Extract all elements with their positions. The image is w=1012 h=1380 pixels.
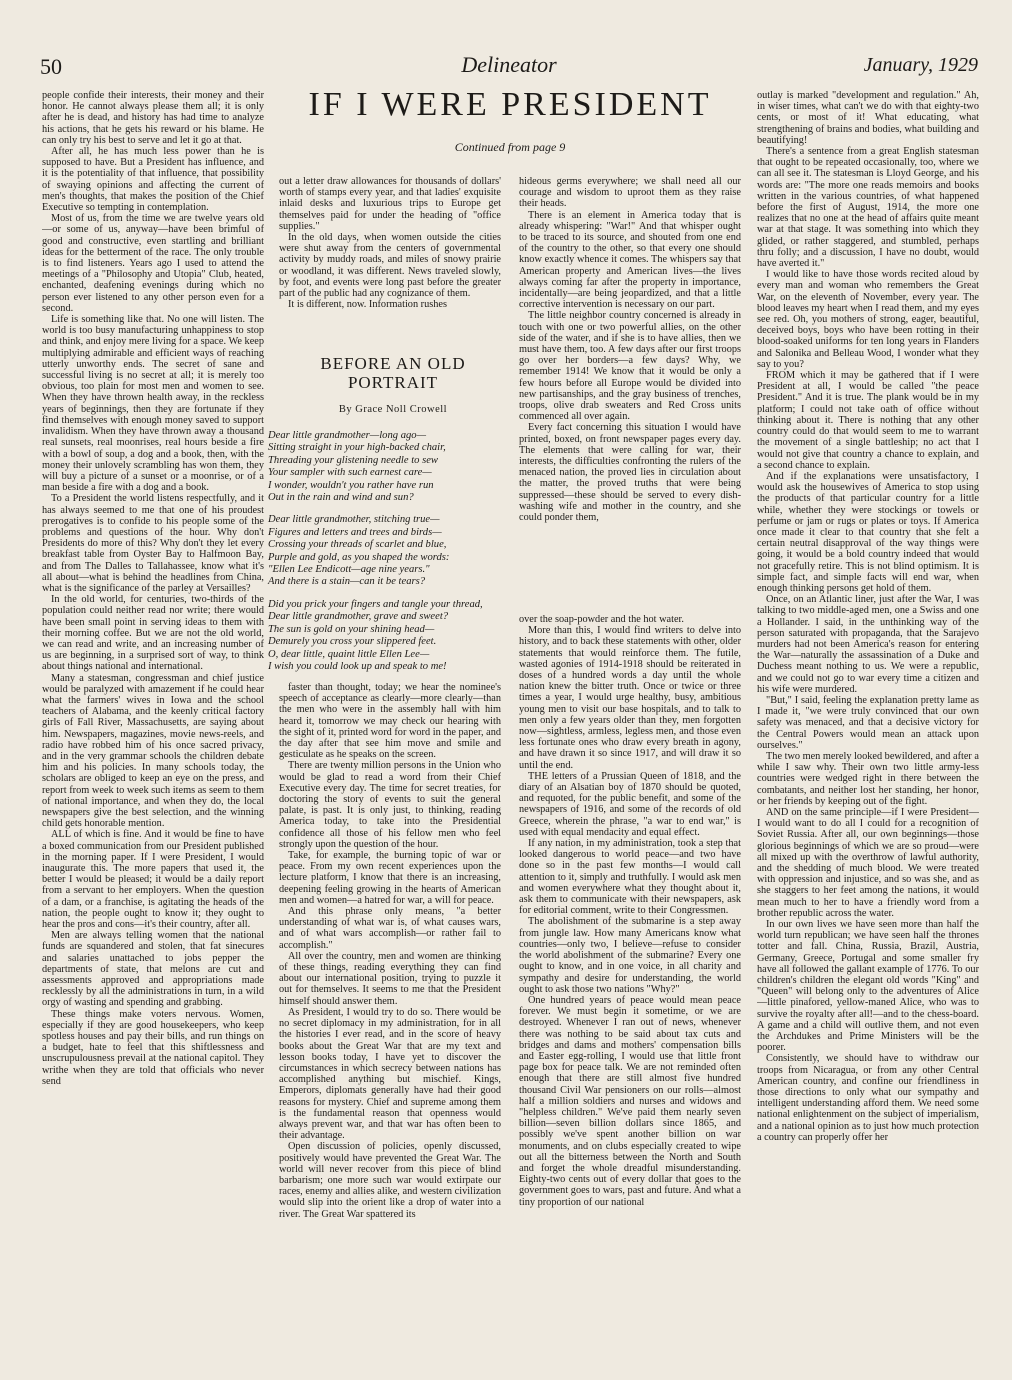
paragraph: FROM which it may be gathered that if I were President at all, I would be called "the peace President." And it is true. The plank would be in my platform; I could not take oath of office without thinking about it. There is nothing that any other country could do that would seem to me to warrant the movement of a single battleship; no act that I would not give that country a chance to explain, and a second chance to explain. (757, 370, 979, 471)
poem-line: Crossing your threads of scarlet and blue, (268, 539, 447, 551)
poem-line: And there is a stain—can it be tears? (268, 576, 426, 588)
poem-stanza (268, 599, 538, 673)
paragraph: over the soap-powder and the hot water. (519, 614, 684, 625)
paragraph: I would like to have those words recited aloud by every man and woman who remembers the Great War, on the eleventh of November, every year. The blood leaves my heart when I read them, and my eyes see red. Oh, you mothers of strong, eager, beautiful, deceived boys, boys who have been rotting in their blood-soaked uniforms for ten long years in Flanders and Salonika and Belleau Wood, I wonder what they say to you? (757, 269, 979, 370)
paragraph: As President, I would try to do so. There would be no secret diplomacy in my administration, for in all the histories I ever read, and in the score of heavy books about the Great War that are my text and lesson books today, I have yet to discover the circumstances in which secrecy between nations has accomplished anything but mischief. Kings, Emperors, diplomats generally have had their good reasons for mystery. Chief and supreme among them is the fundamental reason that openness would always prevent war, and that war has often been to their advantage. (279, 1006, 501, 1142)
column-3-bottom (519, 614, 741, 1332)
page-number: 50 (40, 54, 62, 79)
poem-stanza (268, 430, 538, 504)
poem-line: Your sampler with such earnest care— (268, 467, 432, 479)
magazine-name: Delineator (461, 52, 557, 77)
paragraph: After all, he has much less power than he is supposed to have. But a President has influence, and it is the potentiality of that influence, that possibility of swaying opinions and affecting the current of men's thoughts, that makes the position of the Chief Executive so tempting in contemplation. (42, 146, 264, 214)
paragraph: It is different, now. Information rushes (288, 299, 447, 311)
poem-title: BEFORE AN OLD PORTRAIT (320, 354, 466, 392)
poem-byline: By Grace Noll Crowell (338, 404, 448, 415)
paragraph: There's a sentence from a great English statesman that ought to be repeated occasionally, too, where we can all see it. The statesman is Lloyd George, and his words are: "The more one reads memoirs and books written in the various countries, of what happened before the first of August, 1914, the more one realizes that no one at the head of affairs quite meant war at that stage. It was something into which they glided, or rather staggered, and stumbled, perhaps thru folly; and a discussion, I have no doubt, would have averted it." (757, 146, 979, 270)
column-3-top (519, 176, 741, 580)
paragraph: AND on the same principle—if I were President—I would want to do all I could for a recognition of Soviet Russia. After all, our own beginnings—those glorious beginnings of which we are so proud—were all mixed up with the overthrow of lawful authority, and the shedding of much blood. We were treated with oppression and injustice, and so was she, and as she staggers to her feet among the nations, it would mean much to her to have a friendly word from a brother republic across the water. (757, 807, 979, 919)
poem-line: O, dear little, quaint little Ellen Lee— (268, 648, 430, 660)
poem-line: "Ellen Lee Endicott—age nine years." (268, 564, 430, 576)
running-header (40, 52, 978, 84)
paragraph: The two men merely looked bewildered, and after a while I saw why. Their own two little army-less countries were wedged right in there between the combatants, and neither lost her standing, her honor, or her friends by keeping out of the fight. (757, 750, 979, 807)
paragraph: More than this, I would find writers to delve into history, and to back these statements with other, older statements that would reinforce them. The futile, wasted agonies of 1914-1918 should be reiterated in doses of a hundred words a day until the whole nation knew the bitter truth. Once or twice or three times a year, I would urge healthy, busy, ambitious young men to visit our base hospitals, and to talk to men only a few years older than they, men forgotten now—sightless, armless, legless men, and those even less fortunate ones who draw every breath in agony, and have drawn it so since 1917, and will draw it so until the end. (519, 625, 741, 771)
paragraph: Men are always telling women that the national funds are squandered and stolen, that fat sinecures and salaries unattached to jobs pepper the departments of state, that melons are cut and assessments approved and appropriations made recklessly by all the administrations in turn, in a wild orgy of wasting and spending and grabbing. (42, 930, 264, 1009)
poem-line: Dear little grandmother, grave and sweet? (268, 611, 449, 623)
paragraph: If any nation, in my administration, took a step that looked dangerous to world peace—and two have done so in the past few months—I would call attention to it, simply and truthfully. I would ask men and women everywhere what they thought about it, ask them to communicate with their newspapers, ask for editorial comment, write to their Congressmen. (519, 838, 741, 917)
paragraph: In the old world, for centuries, two-thirds of the population could neither read nor write; there would have been small point in serving ideas to them with their morning coffee. But we are not the old world, we can read and write, and an increasing number of us are beginning, in a surprised sort of way, to think about things national and international. (42, 594, 264, 673)
paragraph: And if the explanations were unsatisfactory, I would ask the housewives of America to stop using the products of that particular country for a little while, whether they were stockings or towels or perfume or jam or rugs or plates or toys. If America once made it clear to that country that she felt a certain neutral disapproval of the way things were going, it would be a bold country indeed that would not gracefully retire. This is not blind optimism. It is simple fact, and simple facts will end war, when enough thinking persons get hold of them. (757, 470, 979, 594)
poem-line: Dear little grandmother—long ago— (268, 430, 427, 441)
poem-stanza (268, 514, 538, 588)
paragraph: Many a statesman, congressman and chief justice would be paralyzed with amazement if he could hear what the farmers' wives in Iowa and the school teachers of Alabama, and the keenly critical factory girls of Fall River, Massachusetts, are saying about him. Newspapers, magazines, movie news-reels, and radio have robbed him of his once sacred privacy, and in the very grammar schools the children debate him and his policies. In many schools today, the scholars are obliged to keep an eye on the press, and report from week to week such items as seem to them of national importance, and when they do, the local newspapers give the best selection, and the winning child gets honorable mention. (42, 672, 264, 830)
poem-line: Sitting straight in your high-backed chair, (268, 442, 446, 454)
column-4 (757, 90, 979, 1330)
paragraph: And this phrase only means, "a better understanding of what war is, of what causes wars, and of what wars accomplish—or rather fail to accomplish." (279, 906, 501, 951)
poem-line: Demurely you cross your slippered feet. (268, 636, 437, 648)
paragraph: These things make voters nervous. Women, especially if they are good housekeepers, who keep spotless houses and pay their bills, and run things on a budget, hate to feel that this shiftlessness and unscrupulousness prevail at the national capitol. They writhe when they are told that officials who never send (42, 1008, 264, 1087)
paragraph: In our own lives we have seen more than half the world turn republican; we have seen half the thrones totter and fall. China, Russia, Brazil, Austria, Germany, Greece, Portugal and some smaller fry have all followed the gallant example of 1776. To our children's children the elegant old words "King" and "Queen" will belong only to the adventures of Alice—little pinafored, yellow-maned Alice, who was to survive the royalty after all!—and to the chess-board. A game and a child will outlive them, and not even the Archdukes and Prime Ministers will be the poorer. (757, 919, 979, 1054)
poem-line: Did you prick your fingers and tangle your thread, (268, 598, 483, 610)
paragraph: out a letter draw allowances for thousands of dollars' worth of stamps every year, and that ladies' exquisite inlaid desks and luxurious trips to Europe get themselves paid for under the heading of "office supplies." (279, 176, 501, 232)
paragraph: One hundred years of peace would mean peace forever. We must begin it sometime, or we are destroyed. Whenever I ran out of news, whenever there was nothing to be said about tax cuts and bridges and dams and mothers' compensation bills and Easter egg-rolling, I would use that little front page box for peace talk. We are not reminded often enough that there are still almost five hundred thousand Civil War pensioners on our rolls—almost half a million soldiers and nurses and widows and "helpless children." We've paid them nearly seven billion—seven billion dollars since 1865, and possibly we've spent another billion on war monuments, and on clubs especially created to wipe out all the bitterness between the North and South and forget the whole dreadful misunderstanding. Eighty-two cents out of every dollar that goes to the government goes to wars, past and future. And what a tiny proportion of our national (519, 994, 741, 1208)
poem (268, 430, 538, 683)
paragraph: Once, on an Atlantic liner, just after the War, I was talking to two middle-aged men, one a Swiss and one a Hollander. I said, in the unthinking way of the person saturated with propaganda, that the Sarajevo murders had not been America's reason for entering the War—naturally the assassination of a Duke and Duchess meant nothing to us. We were a republic, and we could not go to war every time a citizen and his wife were murdered. (757, 594, 979, 695)
paragraph: THE letters of a Prussian Queen of 1818, and the diary of an Alsatian boy of 1870 should be quoted, and requoted, for the public benefit, and some of the newspapers of 1916, and some of the records of old Greece, wherein the phrase, "a war to end war," is used with equal mendacity and equal effect. (519, 770, 741, 838)
poem-line: The sun is gold on your shining head— (268, 623, 435, 635)
paragraph: Take, for example, the burning topic of war or peace. From my own recent experiences upon the lecture platform, I know that there is an increasing, deepening feeling growing in the hearts of American men and women—a hatred for war, a will for peace. (279, 850, 501, 906)
paragraph: To a President the world listens respectfully, and it has always seemed to me that one of his proudest prerogatives is to confide to his people some of the problems and questions of the hour. Why don't Presidents do more of this? Why don't they let every breakfast table from Oyster Bay to Halfmoon Bay, and from The Dalles to Tallahassee, know what it's all about—what is behind the headlines from China, what is the significance of the parley at Versailles? (42, 493, 264, 594)
paragraph: In the old days, when women outside the cities were shut away from the centers of governmental activity by muddy roads, and miles of snowy prairie or woodland, it was different. News traveled slowly, by foot, and events were long past before the greater part of the public had any cognizance of them. (279, 232, 501, 300)
continued-from: Continued from page 9 (454, 140, 566, 154)
paragraph: All over the country, men and women are thinking of these things, reading everything they can find about our international position, trying to puzzle it out for themselves. It seems to me that the President himself should answer them. (279, 950, 501, 1007)
paragraph: The abolishment of the submarine is a step away from jungle law. How many Americans know what countries—only two, I believe—refuse to consider the world abolishment of the submarine? Every one ought to know, and in one voice, in all charity and sympathy and desire for understanding, the world ought to ask those two nations "Why?" (519, 916, 741, 995)
poem-line: I wonder, wouldn't you rather have run (268, 479, 434, 491)
paragraph: Consistently, we should have to withdraw our troops from Nicaragua, or from any other Central American country, and confine our friendliness in those directions to only what our sympathy and intelligent understanding afford them. We need some national enlightenment on the subject of imperialism, and a national opinion as to just how much protection a country can properly offer her (757, 1053, 979, 1143)
paragraph: "But," I said, feeling the explanation pretty lame as I made it, "we were truly convinced that our own safety was menaced, and that a decisive victory for the Central Powers would mean an attack upon ourselves." (757, 694, 979, 751)
poem-line: Dear little grandmother, stitching true— (268, 514, 440, 526)
column-2-top (279, 176, 501, 326)
paragraph: hideous germs everywhere; we shall need all our courage and wisdom to uproot them as they raise their heads. (519, 176, 741, 210)
paragraph: faster than thought, today; we hear the nominee's speech of acceptance as clearly—more clearly—than the men who were in the assembly hall with him heard it, tomorrow we may check our hearing with the sight of it, printed word for word in the paper, and the day after that see him move and smile and gesticulate as he speaks on the screen. (279, 682, 501, 761)
column-1 (42, 90, 264, 1330)
paragraph: ALL of which is fine. And it would be fine to have a boxed communication from our President published in the morning paper. If I were President, I would inaugurate this. The more papers that used it, the better I would be pleased; it would be a daily report from a servant to her employers. When the question of a dam, or a franchise, is agitating the heads of the nation, the people ought to know it; they ought to hear the pros and cons—it's their country, after all. (42, 829, 264, 931)
paragraph: The little neighbor country concerned is already in touch with one or two powerful allies, on the other side of the water, and if she is to have allies, then we must have them, too. A few days after our first troops go over her borders—a few days? Why, we remember 1914! We know that it would be only a few hours before all Europe would be divided into new partisanships, and the gray business of trenches, troops, olive drab sweaters and Red Cross units commenced all over again. (519, 310, 741, 423)
paragraph: There are twenty million persons in the Union who would be glad to read a word from their Chief Executive every day. The time for secret treaties, for doctoring the story of events to suit the general palate, is past. It is only just, to thinking, reading America today, to take into the Presidential confidence all those of his fellow men who feel strongly upon the question of the hour. (279, 760, 501, 850)
column-2-bottom (279, 682, 501, 1332)
poem-line: Figures and letters and trees and birds— (268, 526, 442, 538)
paragraph: Open discussion of policies, openly discussed, positively would have prevented the Great War. The world will never recover from this piece of blind barbarism; one more such war would extirpate our races, enemy and allies alike, and western civilization would slip into the orient like a drop of water into a river. The Great War spattered its (279, 1141, 501, 1220)
issue-date: January, 1929 (863, 54, 978, 76)
poem-line: I wish you could look up and speak to me! (268, 660, 447, 672)
paragraph: Most of us, from the time we are twelve years old—or some of us, anyway—have been brimful of good and constructive, even startling and brilliant ideas for the betterment of the race. The only trouble is to find listeners. Years ago I used to attend the meetings of a "Philosophy and Utopia" Club, heated, enchanted, deafening evenings during which no person ever listened to any other person even for a second. (42, 213, 264, 314)
paragraph: Every fact concerning this situation I would have printed, boxed, on front newspaper pages every day. The elements that were calling for war, their interests, the difficulties confronting the rulers of the menaced nation, the proved lies in circulation about the matter, the proved truths that were being suppressed—these should be served to every dish-washing wife and mother in the country, and she could ponder them, (519, 422, 741, 524)
paragraph: outlay is marked "development and regulation." Ah, in wiser times, what can't we do with that eighty-two cents, or most of it! What educating, what strengthening of brains and bodies, what building and beautifying! (757, 90, 979, 146)
paragraph: There is an element in America today that is already whispering: "War!" And that whisper ought to be traced to its source, and shouted from one end of the country to the other, so that every one should know exactly whence it comes. The whispers say that American property and American lives—the lives always coming far after the property in importance, incidentally—are being jeopardized, and that a little corrective intervention is necessary on our part. (519, 209, 741, 311)
article-title: IF I WERE PRESIDENT (308, 86, 712, 123)
poem-line: Purple and gold, as you shaped the words: (268, 551, 450, 563)
paragraph: people confide their interests, their money and their honor. He cannot always please them all; it is only after he is dead, and history has had time to analyze his actions, that he gets his reward or his blame. He can only try his best to serve and let it go at that. (42, 90, 264, 146)
poem-line: Out in the rain and wind and sun? (268, 492, 414, 504)
paragraph: Life is something like that. No one will listen. The world is too busy manufacturing unhappiness to stop and think, and enjoy mere living for a space. We keep multiplying admirable and efficient ways of reaching utterly unworthy ends. The secret of sane and successful living is no secret at all; it is merely too obvious, too plain for most men and women to see. When they have thrown health away, in the reckless years of beginnings, then they are fortunate if they find themselves with enough money saved to support invalidism. When they have thrown away a thousand real sunsets, real moonrises, real hours beside a fire with a bowl of soup, a dog and a book, then, with the money their unlovely scrambling has won them, they will buy a picture of a sunset or a moonrise, or of a man beside a fire with a dog and a book. (42, 314, 264, 494)
poem-line: Threading your glistening needle to sew (268, 454, 438, 466)
